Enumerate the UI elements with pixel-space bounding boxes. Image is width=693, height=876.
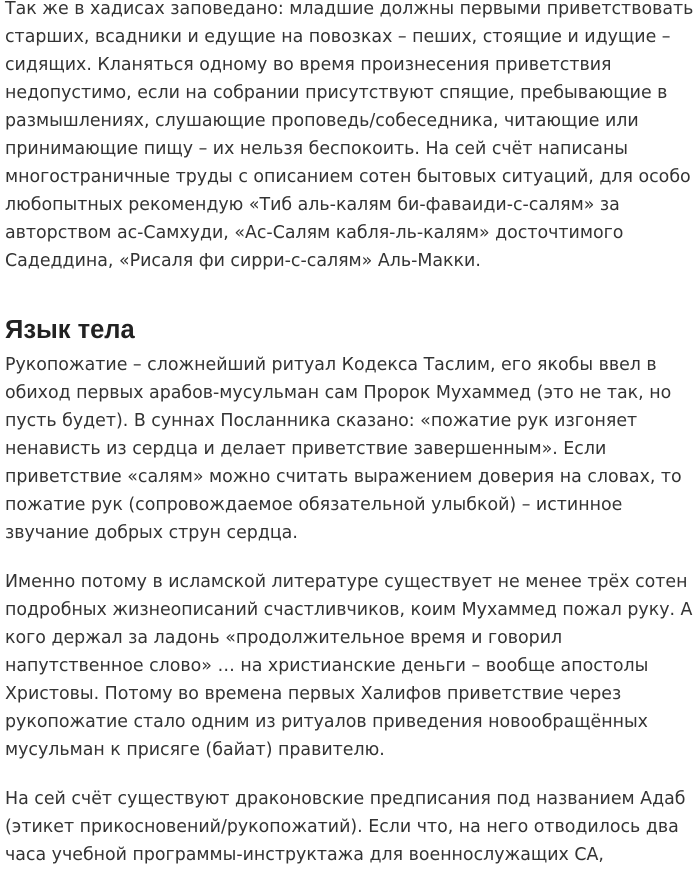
text-line: любопытных рекомендую «Тиб аль-калям би-фаваиди-с-салям» за xyxy=(5,195,620,215)
text-line: многостраничные труды с описанием сотен бытовых ситуаций, для особо xyxy=(5,167,691,187)
text-line: размышлениях, слушающие проповедь/собеседника, читающие или xyxy=(5,111,639,131)
article-body xyxy=(5,0,691,869)
text-line: напутственное слово» … на христианские деньги – вообще апостолы xyxy=(5,656,649,676)
text-line: принимающие пищу – их нельзя беспокоить. На сей счёт написаны xyxy=(5,139,629,159)
text-line: приветствие «салям» можно считать выражением доверия на словах, то xyxy=(5,467,682,487)
text-line: кого держал за ладонь «продолжительное время и говорил xyxy=(5,628,563,648)
text-line: Христовы. Потому во времена первых Халифов приветствие через xyxy=(5,684,622,704)
text-line: Именно потому в исламской литературе существует не менее трёх сотен xyxy=(5,572,688,592)
text-line: обиход первых арабов-мусульман сам Пророк Мухаммед (это не так, но xyxy=(5,383,672,403)
text-line: мусульман к присяге (байат) правителю. xyxy=(5,740,385,760)
text-line: подробных жизнеописаний счастливчиков, коим Мухаммед пожал руку. А xyxy=(5,600,693,620)
text-line: пожатие рук (сопровождаемое обязательной улыбкой) – истинное xyxy=(5,495,623,515)
text-line: часа учебной программы-инструктажа для военнослужащих СА, xyxy=(5,845,604,865)
paragraph-handshake xyxy=(5,351,691,547)
text-line: (этикет прикосновений/рукопожатий). Если что, на него отводилось два xyxy=(5,817,679,837)
text-line: авторством ас-Самхуди, «Ас-Салям кабля-ль-калям» досточтимого xyxy=(5,223,624,243)
paragraph-literature xyxy=(5,568,691,764)
paragraph-greeting-rules xyxy=(5,0,691,275)
text-line: Садеддина, «Рисаля фи сирри-с-салям» Аль-Макки. xyxy=(5,251,481,271)
text-line: старших, всадники и едущие на повозках – пеших, стоящие и идущие – xyxy=(5,27,671,47)
section-heading: Язык тела xyxy=(5,316,135,344)
text-line: Так же в хадисах заповедано: младшие должны первыми приветствовать xyxy=(5,0,693,19)
text-line: недопустимо, если на собрании присутствуют спящие, пребывающие в xyxy=(5,83,668,103)
text-line: рукопожатие стало одним из ритуалов приведения новообращённых xyxy=(5,712,648,732)
text-line: пусть будет). В суннах Посланника сказано: «пожатие рук изгоняет xyxy=(5,411,638,431)
paragraph-adab xyxy=(5,785,691,869)
text-line: На сей счёт существуют драконовские предписания под названием Адаб xyxy=(5,789,686,809)
text-line: звучание добрых струн сердца. xyxy=(5,523,298,543)
text-line: сидящих. Кланяться одному во время произнесения приветствия xyxy=(5,55,612,75)
text-line: Рукопожатие – сложнейший ритуал Кодекса Таслим, его якобы ввел в xyxy=(5,355,657,375)
text-line: ненависть из сердца и делает приветствие завершенным». Если xyxy=(5,439,607,459)
